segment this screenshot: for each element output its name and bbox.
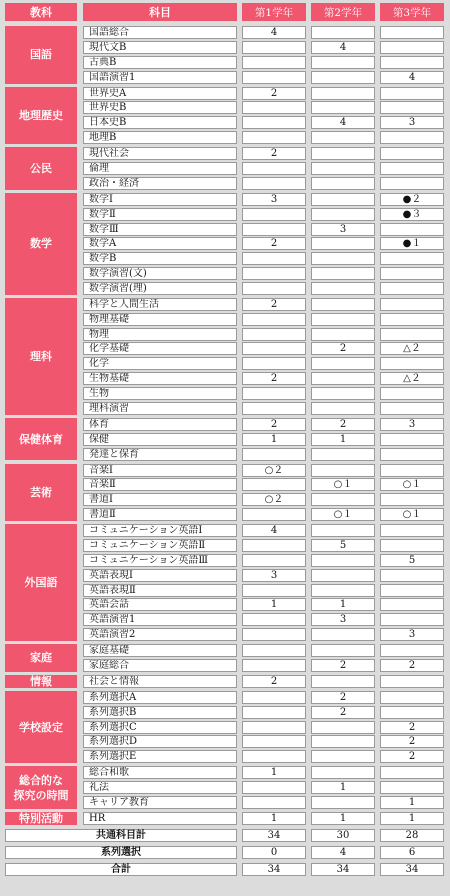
subject-cell: キャリア教育 <box>83 796 237 809</box>
year1-credit-cell <box>242 41 306 54</box>
category-label: 特別活動 <box>5 812 77 825</box>
subject-cell: 倫理 <box>83 162 237 175</box>
year1-credit-cell <box>242 208 306 221</box>
year3-credit-cell <box>380 691 444 704</box>
year3-credit-cell <box>380 252 444 265</box>
subject-cell: 家庭基礎 <box>83 644 237 657</box>
year3-credit-cell <box>380 131 444 144</box>
subject-cell: 総合和歌 <box>83 766 237 779</box>
year2-credit-cell <box>311 56 375 69</box>
year1-credit-cell: 2 <box>242 372 306 385</box>
category-label: 外国語 <box>5 524 77 641</box>
subject-cell: 英語表現Ⅱ <box>83 584 237 597</box>
year2-credit-cell <box>311 162 375 175</box>
year3-credit-cell <box>380 313 444 326</box>
year2-credit-cell <box>311 237 375 250</box>
year1-credit-cell <box>242 357 306 370</box>
year1-credit-cell <box>242 659 306 672</box>
subject-cell: 音楽Ⅰ <box>83 464 237 477</box>
year3-credit-cell <box>380 675 444 688</box>
year2-credit-cell: 5 <box>311 539 375 552</box>
year2-credit-cell <box>311 675 375 688</box>
total-year2-cell: 34 <box>311 863 375 876</box>
category-label: 家庭 <box>5 644 77 672</box>
year1-credit-cell <box>242 691 306 704</box>
year2-credit-cell: 2 <box>311 659 375 672</box>
year3-credit-cell: ●２ <box>380 193 444 206</box>
subject-cell: 政治・経済 <box>83 177 237 190</box>
year1-credit-cell <box>242 116 306 129</box>
year3-credit-cell: 2 <box>380 750 444 763</box>
year1-credit-cell: 3 <box>242 193 306 206</box>
year3-credit-cell: 3 <box>380 628 444 641</box>
year3-credit-cell: △２ <box>380 342 444 355</box>
year3-credit-cell <box>380 147 444 160</box>
year3-credit-cell <box>380 706 444 719</box>
year3-credit-cell: 2 <box>380 721 444 734</box>
year2-credit-cell: 2 <box>311 691 375 704</box>
subject-cell: HR <box>83 812 237 825</box>
year3-credit-cell <box>380 433 444 446</box>
year2-credit-cell: 3 <box>311 613 375 626</box>
subject-cell: 世界史A <box>83 87 237 100</box>
year3-credit-cell <box>380 613 444 626</box>
year1-credit-cell <box>242 252 306 265</box>
year3-credit-cell <box>380 177 444 190</box>
subject-cell: 英語演習2 <box>83 628 237 641</box>
total-label: 合計 <box>5 863 237 876</box>
year2-credit-cell: 1 <box>311 433 375 446</box>
year3-credit-cell: 2 <box>380 659 444 672</box>
total-year3-cell: 28 <box>380 829 444 842</box>
year1-credit-cell <box>242 177 306 190</box>
year3-credit-cell <box>380 387 444 400</box>
year2-credit-cell: 2 <box>311 706 375 719</box>
subject-cell: 古典B <box>83 56 237 69</box>
subject-cell: 生物 <box>83 387 237 400</box>
category-label: 情報 <box>5 675 77 688</box>
year2-credit-cell <box>311 387 375 400</box>
year1-credit-cell <box>242 781 306 794</box>
subject-cell: 英語会話 <box>83 598 237 611</box>
category-label: 総合的な 探究の時間 <box>5 766 77 809</box>
year1-credit-cell <box>242 721 306 734</box>
year3-credit-cell: 3 <box>380 116 444 129</box>
subject-cell: コミュニケーション英語Ⅰ <box>83 524 237 537</box>
subject-cell: 化学 <box>83 357 237 370</box>
total-year1-cell: 34 <box>242 863 306 876</box>
subject-cell: 数学Ⅲ <box>83 223 237 236</box>
year2-credit-cell: 1 <box>311 781 375 794</box>
year1-credit-cell: 2 <box>242 675 306 688</box>
total-year1-cell: 34 <box>242 829 306 842</box>
year1-credit-cell: 2 <box>242 418 306 431</box>
year2-credit-cell <box>311 87 375 100</box>
subject-cell: 化学基礎 <box>83 342 237 355</box>
year1-credit-cell <box>242 644 306 657</box>
year1-credit-cell <box>242 131 306 144</box>
year2-credit-cell: 2 <box>311 342 375 355</box>
subject-cell: 英語演習1 <box>83 613 237 626</box>
year1-credit-cell: 1 <box>242 598 306 611</box>
subject-cell: 数学演習(理) <box>83 282 237 295</box>
year2-credit-cell <box>311 208 375 221</box>
subject-cell: 礼法 <box>83 781 237 794</box>
year3-credit-cell <box>380 41 444 54</box>
year2-credit-cell <box>311 282 375 295</box>
year3-credit-cell <box>380 101 444 114</box>
year1-credit-cell <box>242 584 306 597</box>
total-year2-cell: 4 <box>311 846 375 859</box>
subject-cell: 国語演習1 <box>83 71 237 84</box>
total-year2-cell: 30 <box>311 829 375 842</box>
subject-cell: 音楽Ⅱ <box>83 478 237 491</box>
year3-credit-cell <box>380 766 444 779</box>
year2-credit-cell <box>311 372 375 385</box>
year3-credit-cell <box>380 56 444 69</box>
subject-cell: 理科演習 <box>83 402 237 415</box>
year2-credit-cell <box>311 313 375 326</box>
year1-credit-cell: 4 <box>242 524 306 537</box>
year1-credit-cell <box>242 387 306 400</box>
year2-credit-cell <box>311 766 375 779</box>
year1-credit-cell <box>242 313 306 326</box>
year1-credit-cell <box>242 478 306 491</box>
year2-credit-cell <box>311 147 375 160</box>
year2-credit-cell <box>311 524 375 537</box>
year1-credit-cell <box>242 282 306 295</box>
year1-credit-cell <box>242 101 306 114</box>
year3-credit-cell <box>380 223 444 236</box>
subject-cell: 生物基礎 <box>83 372 237 385</box>
year2-credit-cell <box>311 644 375 657</box>
year3-credit-cell: ○１ <box>380 508 444 521</box>
year2-credit-cell <box>311 357 375 370</box>
subject-cell: 数学A <box>83 237 237 250</box>
year2-credit-cell <box>311 735 375 748</box>
year1-credit-cell: 3 <box>242 569 306 582</box>
year3-credit-cell: ●３ <box>380 208 444 221</box>
subject-cell: 書道Ⅰ <box>83 493 237 506</box>
year1-credit-cell: 2 <box>242 87 306 100</box>
year1-credit-cell <box>242 628 306 641</box>
year1-credit-cell <box>242 706 306 719</box>
year2-credit-cell: 2 <box>311 418 375 431</box>
subject-cell: 数学Ⅱ <box>83 208 237 221</box>
year3-credit-cell <box>380 357 444 370</box>
category-label: 芸術 <box>5 464 77 522</box>
total-year3-cell: 34 <box>380 863 444 876</box>
year2-credit-cell <box>311 193 375 206</box>
year3-credit-cell: 3 <box>380 418 444 431</box>
year2-credit-cell <box>311 750 375 763</box>
year1-credit-cell <box>242 162 306 175</box>
category-label: 学校設定 <box>5 691 77 763</box>
year1-credit-cell <box>242 342 306 355</box>
year2-credit-cell: 3 <box>311 223 375 236</box>
subject-cell: 数学Ⅰ <box>83 193 237 206</box>
category-label: 国語 <box>5 26 77 84</box>
year2-credit-cell <box>311 26 375 39</box>
category-label: 数学 <box>5 193 77 295</box>
subject-cell: 系列選択B <box>83 706 237 719</box>
category-label: 保健体育 <box>5 418 77 461</box>
year1-credit-cell <box>242 267 306 280</box>
year1-credit-cell: 2 <box>242 147 306 160</box>
year1-credit-cell <box>242 554 306 567</box>
category-label: 地理歴史 <box>5 87 77 145</box>
year1-credit-cell <box>242 796 306 809</box>
year2-credit-cell <box>311 493 375 506</box>
subject-cell: コミュニケーション英語Ⅱ <box>83 539 237 552</box>
subject-cell: 系列選択A <box>83 691 237 704</box>
year2-credit-cell <box>311 101 375 114</box>
subject-cell: 数学演習(文) <box>83 267 237 280</box>
year2-credit-cell: ○１ <box>311 508 375 521</box>
subject-cell: 現代文B <box>83 41 237 54</box>
year2-credit-cell <box>311 584 375 597</box>
year1-credit-cell: ○２ <box>242 493 306 506</box>
year3-credit-cell <box>380 539 444 552</box>
total-label: 共通科目計 <box>5 829 237 842</box>
year1-credit-cell <box>242 402 306 415</box>
year1-credit-cell <box>242 539 306 552</box>
year1-credit-cell: 1 <box>242 812 306 825</box>
year1-credit-cell <box>242 448 306 461</box>
year3-credit-cell: 1 <box>380 812 444 825</box>
subject-cell: 国語総合 <box>83 26 237 39</box>
year3-credit-cell: 1 <box>380 796 444 809</box>
year2-credit-cell <box>311 252 375 265</box>
subject-cell: 数学B <box>83 252 237 265</box>
year3-credit-cell: △２ <box>380 372 444 385</box>
year1-credit-cell <box>242 56 306 69</box>
year3-credit-cell <box>380 26 444 39</box>
year3-credit-cell <box>380 402 444 415</box>
year1-credit-cell <box>242 71 306 84</box>
year2-credit-cell <box>311 554 375 567</box>
subject-cell: 物理基礎 <box>83 313 237 326</box>
year3-credit-cell <box>380 267 444 280</box>
year3-credit-cell <box>380 87 444 100</box>
year3-credit-cell: ●１ <box>380 237 444 250</box>
subject-cell: 保健 <box>83 433 237 446</box>
year1-credit-cell <box>242 328 306 341</box>
year3-credit-cell <box>380 448 444 461</box>
subject-cell: 英語表現Ⅰ <box>83 569 237 582</box>
header-year-2: 第2学年 <box>311 3 375 21</box>
year1-credit-cell <box>242 508 306 521</box>
year3-credit-cell: 4 <box>380 71 444 84</box>
header-year-3: 第3学年 <box>380 3 444 21</box>
year3-credit-cell <box>380 569 444 582</box>
subject-cell: 物理 <box>83 328 237 341</box>
header-subject: 科目 <box>83 3 237 21</box>
year2-credit-cell: 4 <box>311 116 375 129</box>
subject-cell: 世界史B <box>83 101 237 114</box>
year3-credit-cell <box>380 298 444 311</box>
year2-credit-cell: 1 <box>311 812 375 825</box>
total-year3-cell: 6 <box>380 846 444 859</box>
subject-cell: 書道Ⅱ <box>83 508 237 521</box>
year3-credit-cell: 5 <box>380 554 444 567</box>
year3-credit-cell <box>380 328 444 341</box>
year3-credit-cell <box>380 598 444 611</box>
subject-cell: 系列選択C <box>83 721 237 734</box>
year2-credit-cell <box>311 298 375 311</box>
year1-credit-cell: 1 <box>242 766 306 779</box>
category-label: 理科 <box>5 298 77 415</box>
year2-credit-cell: ○１ <box>311 478 375 491</box>
year2-credit-cell <box>311 464 375 477</box>
year2-credit-cell: 1 <box>311 598 375 611</box>
subject-cell: 社会と情報 <box>83 675 237 688</box>
total-label: 系列選択 <box>5 846 237 859</box>
year1-credit-cell <box>242 613 306 626</box>
year1-credit-cell: ○２ <box>242 464 306 477</box>
subject-cell: 発達と保育 <box>83 448 237 461</box>
year1-credit-cell: 4 <box>242 26 306 39</box>
year3-credit-cell: ○１ <box>380 478 444 491</box>
year1-credit-cell: 2 <box>242 237 306 250</box>
header-year-1: 第1学年 <box>242 3 306 21</box>
year1-credit-cell: 1 <box>242 433 306 446</box>
category-label: 公民 <box>5 147 77 190</box>
year1-credit-cell <box>242 750 306 763</box>
year2-credit-cell <box>311 402 375 415</box>
subject-cell: コミュニケーション英語Ⅲ <box>83 554 237 567</box>
subject-cell: 系列選択E <box>83 750 237 763</box>
year2-credit-cell <box>311 267 375 280</box>
year3-credit-cell <box>380 493 444 506</box>
total-year1-cell: 0 <box>242 846 306 859</box>
year3-credit-cell <box>380 282 444 295</box>
header-category: 教科 <box>5 3 77 21</box>
subject-cell: 系列選択D <box>83 735 237 748</box>
subject-cell: 体育 <box>83 418 237 431</box>
year2-credit-cell <box>311 131 375 144</box>
year2-credit-cell <box>311 628 375 641</box>
year2-credit-cell <box>311 71 375 84</box>
subject-cell: 地理B <box>83 131 237 144</box>
year2-credit-cell <box>311 328 375 341</box>
year2-credit-cell <box>311 721 375 734</box>
year2-credit-cell <box>311 796 375 809</box>
year3-credit-cell <box>380 162 444 175</box>
year1-credit-cell <box>242 223 306 236</box>
year2-credit-cell: 4 <box>311 41 375 54</box>
subject-cell: 現代社会 <box>83 147 237 160</box>
year3-credit-cell <box>380 584 444 597</box>
year3-credit-cell: 2 <box>380 735 444 748</box>
year3-credit-cell <box>380 781 444 794</box>
subject-cell: 日本史B <box>83 116 237 129</box>
year1-credit-cell: 2 <box>242 298 306 311</box>
year3-credit-cell <box>380 524 444 537</box>
year2-credit-cell <box>311 177 375 190</box>
year3-credit-cell <box>380 644 444 657</box>
year2-credit-cell <box>311 448 375 461</box>
subject-cell: 家庭総合 <box>83 659 237 672</box>
subject-cell: 科学と人間生活 <box>83 298 237 311</box>
year2-credit-cell <box>311 569 375 582</box>
year1-credit-cell <box>242 735 306 748</box>
year3-credit-cell <box>380 464 444 477</box>
